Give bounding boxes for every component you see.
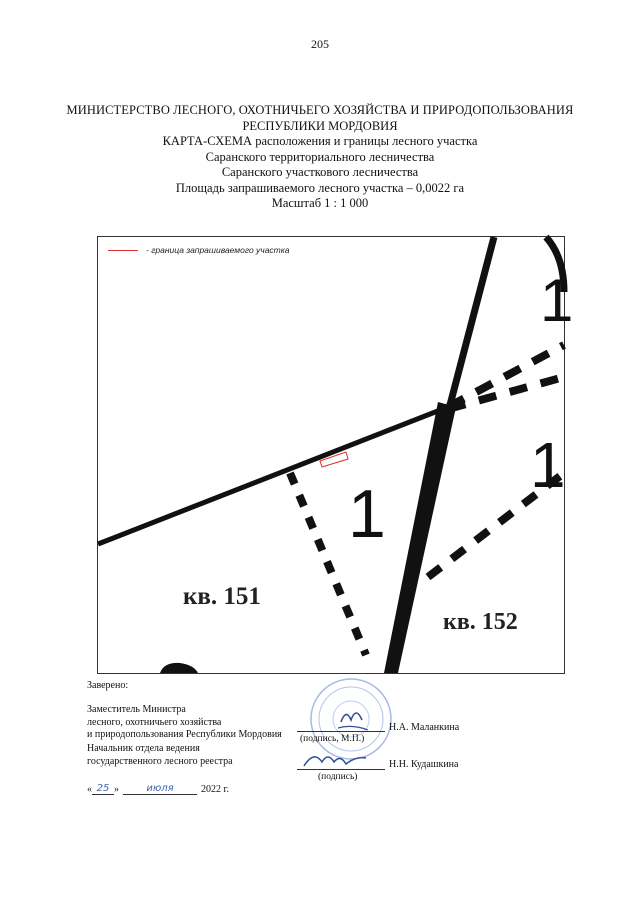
map-drawing: [98, 237, 574, 673]
legend-red-line: [108, 250, 138, 251]
quarter-152-label: кв. 152: [443, 609, 518, 635]
deputy-signature-line: [297, 731, 385, 732]
legend-label: - граница запрашиваемого участка: [146, 245, 290, 255]
deputy-title-line: Заместитель Министра: [87, 704, 186, 715]
district-forestry-name: Саранского участкового лесничества: [221, 165, 419, 179]
head-title-line: государственного лесного реестра: [87, 755, 233, 767]
bottom-left-boundary: [160, 663, 198, 673]
signing-date: [87, 783, 229, 795]
document-header: [0, 103, 640, 212]
deputy-title-line: лесного, охотничьего хозяйства: [87, 716, 222, 728]
plot-area: Площадь запрашиваемого лесного участка – 0,0022 га: [175, 180, 465, 195]
subparcel-label: 1: [540, 267, 574, 334]
date-year: 2022 г.: [201, 784, 229, 795]
date-close-quote: »: [114, 784, 119, 795]
head-signature-line: [297, 769, 385, 770]
deputy-signature-caption: (подпись, М.П.): [300, 734, 365, 744]
map-title: КАРТА-СХЕМА расположения и границы лесного участка: [162, 134, 478, 148]
upper-boundary-line: [450, 237, 494, 405]
subparcel-label: 1: [348, 476, 386, 552]
date-month: июля: [123, 783, 197, 795]
approved-label: Заверено:: [87, 680, 129, 691]
ministry-title: МИНИСТЕРСТВО ЛЕСНОГО, ОХОТНИЧЬЕГО ХОЗЯЙСТВА И ПРИРОДОПОЛЬЗОВАНИЯ: [66, 103, 574, 117]
head-name: Н.Н. Кудашкина: [389, 759, 459, 770]
deputy-minister-title: [87, 704, 282, 742]
head-title-line: Начальник отдела ведения: [87, 743, 200, 754]
quarter-boundary-line: [98, 407, 448, 544]
quarter-151-label: кв. 151: [183, 583, 261, 610]
forestry-name: Саранского территориального лесничества: [205, 149, 435, 164]
department-head-title: [87, 743, 233, 768]
map-scale: Масштаб 1 : 1 000: [271, 196, 369, 210]
deputy-name: Н.А. Маланкина: [389, 722, 460, 733]
dashed-boundary-middle: [448, 377, 564, 409]
date-day: 25: [92, 783, 114, 795]
ministry-region: РЕСПУБЛИКИ МОРДОВИЯ: [242, 118, 398, 133]
date-open-quote: «: [87, 784, 92, 795]
deputy-title-line: и природопользования Республики Мордовия: [87, 729, 282, 740]
subparcel-label: 1: [530, 429, 566, 501]
forest-plot-map: [97, 236, 574, 674]
head-signature-caption: (подпись): [318, 772, 358, 782]
page-number: 205: [311, 37, 329, 51]
map-legend: [108, 245, 290, 255]
